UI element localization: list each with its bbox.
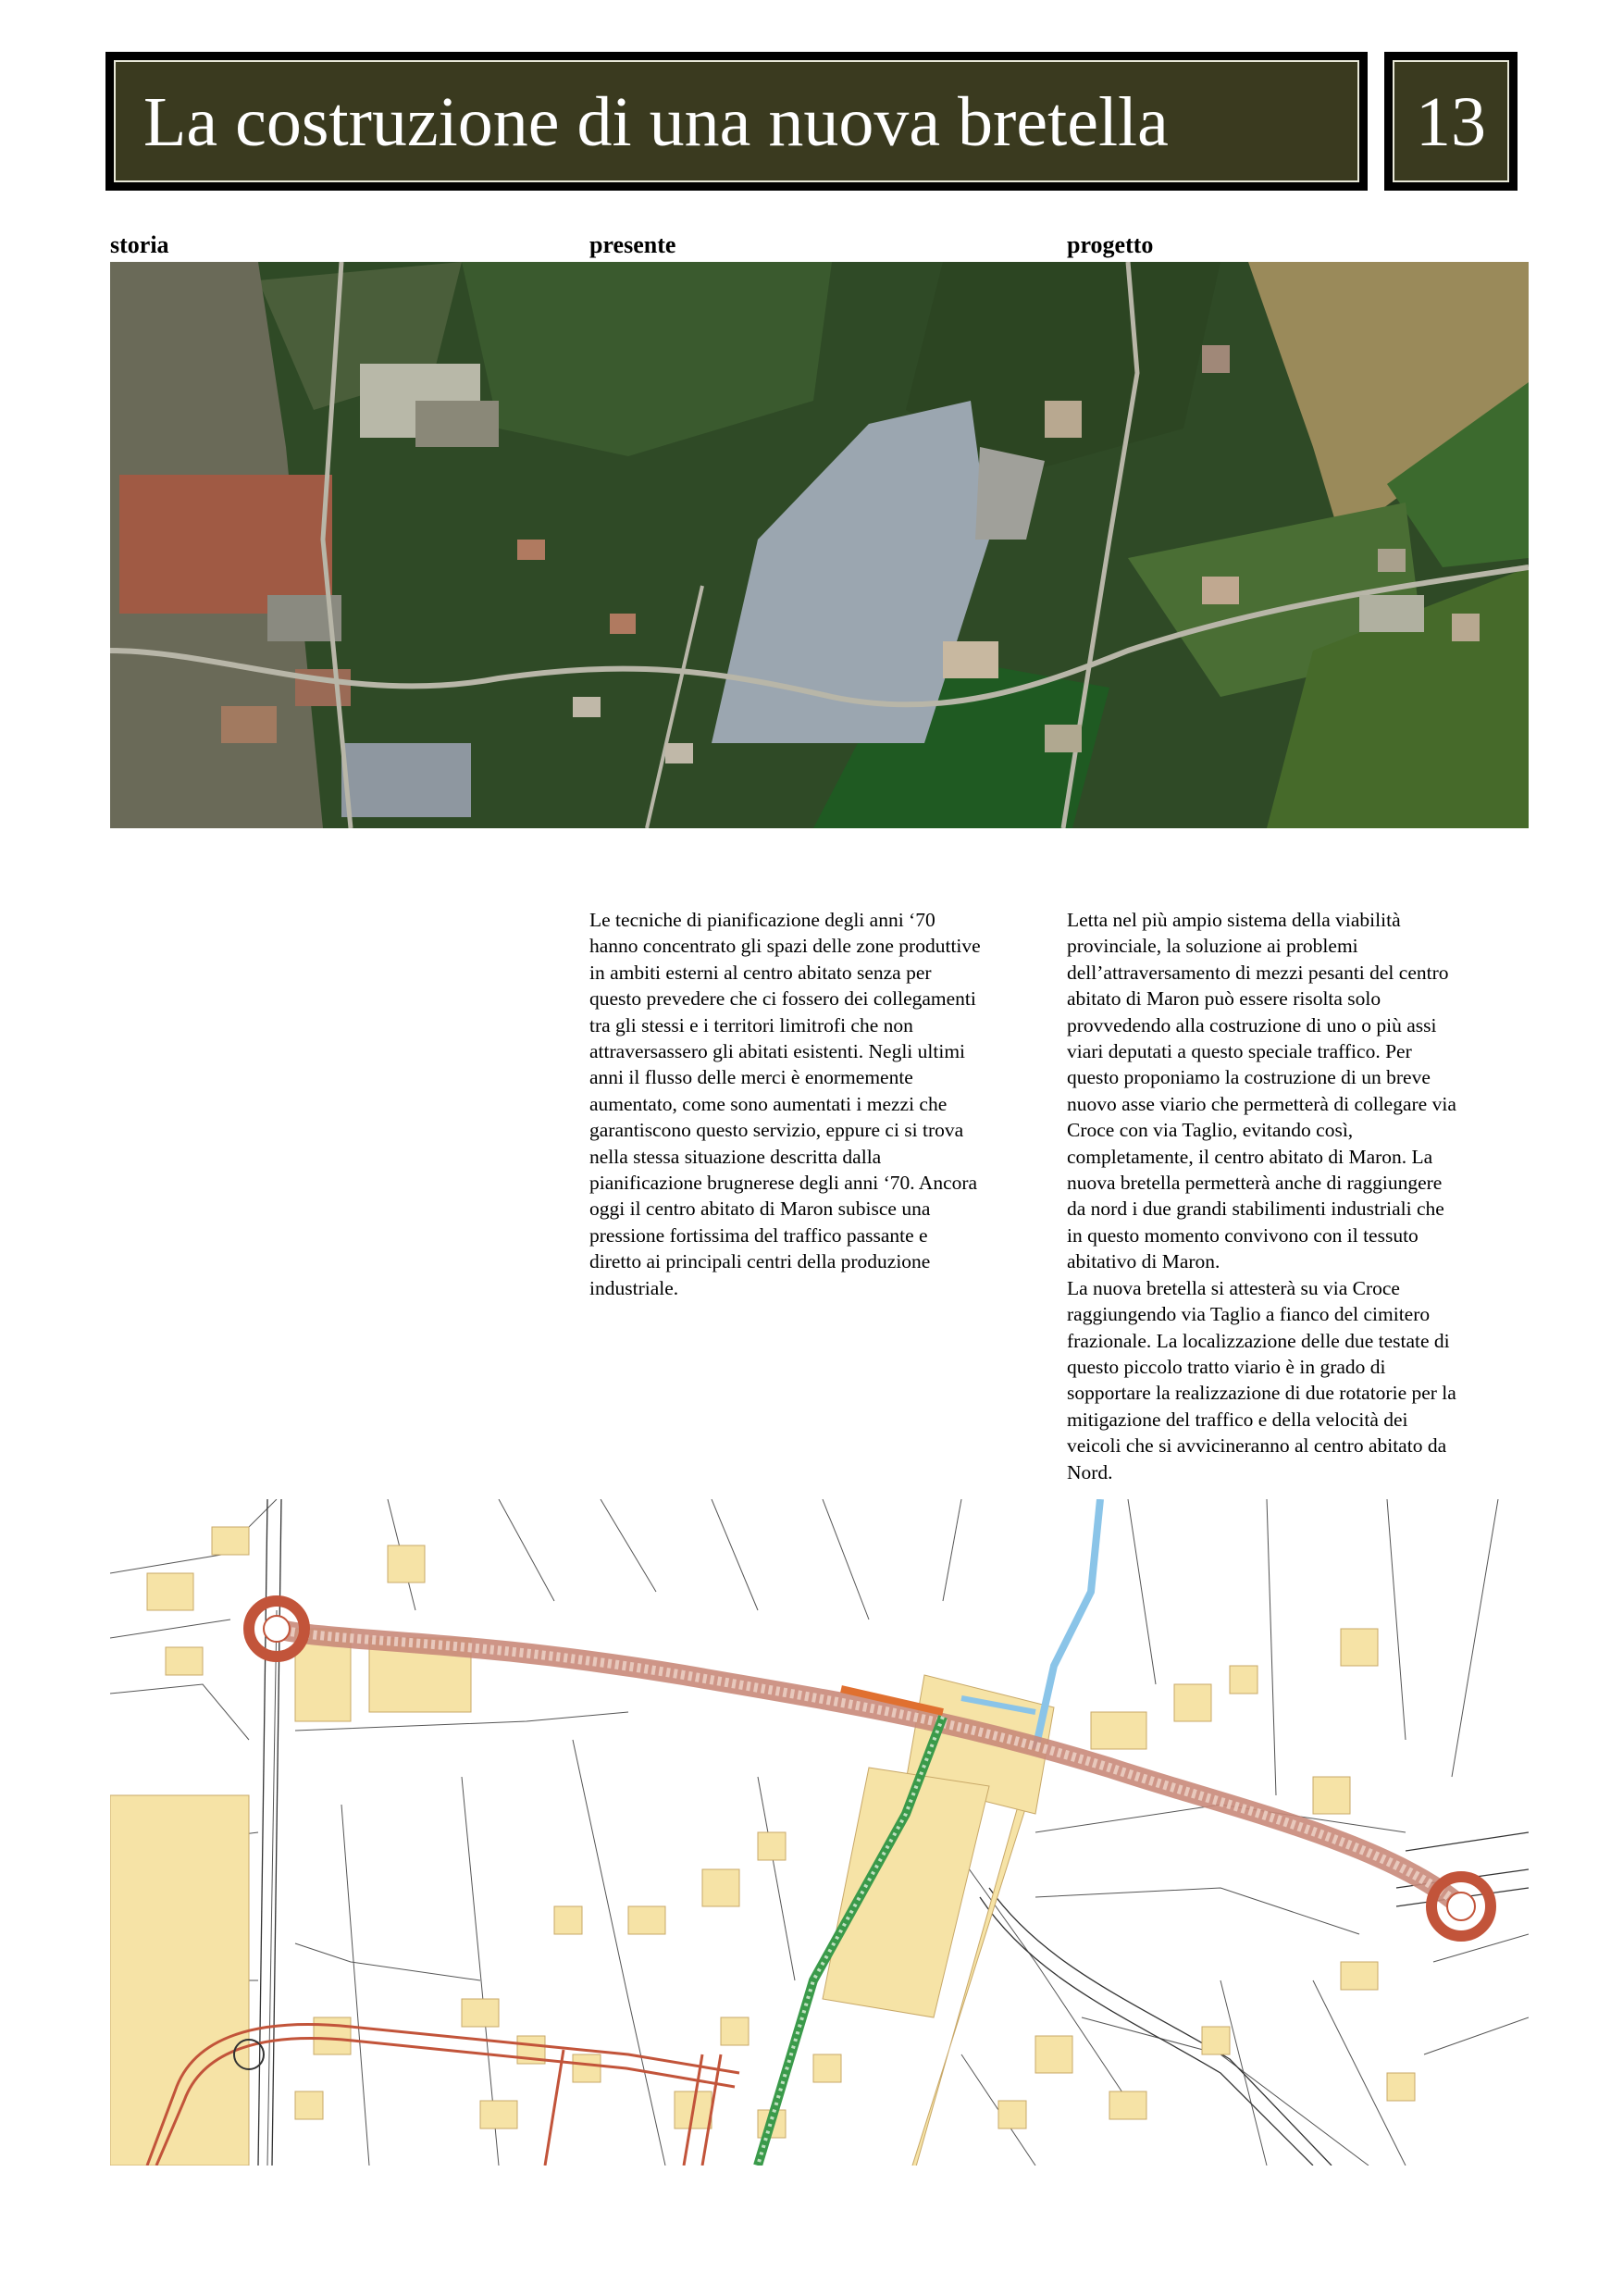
- page-number: 13: [1416, 83, 1486, 161]
- aerial-photo-svg: [110, 262, 1529, 828]
- label-storia: storia: [110, 231, 169, 258]
- text-column-middle: Le tecniche di pianificazione degli anni ‘70 hanno concentrato gli spazi delle zone produttive in ambiti esterni al centro abitato senza per questo prevedere che ci fossero dei collegamenti tra gli stessi e i territori limitrofi che non attraversassero gli abitati esistenti. Negli ultimi anni il flusso delle merci è enormemente aumentato, come sono aumentati i mezzi che garantiscono questo servizio, eppure ci si trova nella stessa situazione descritta dalla pianificazione brugnerese degli anni ‘70. Ancora oggi il centro abitato di Maron subisce una pressione fortissima del traffico passante e diretto ai principali centri della produzione industriale.: [589, 909, 981, 1299]
- page-number-inner: [1393, 60, 1509, 182]
- aerial-photo: [110, 262, 1529, 828]
- page-title: La costruzione di una nuova bretella: [143, 83, 1169, 161]
- page-number-box: [1384, 52, 1518, 191]
- text-column-right: Letta nel più ampio sistema della viabilità provinciale, la soluzione ai problemi dell’attraversamento di mezzi pesanti del centro abitato di Maron può essere risolta solo provvedendo alla costruzione di uno o più assi viari deputati a questo speciale traffico. Per questo proponiamo la costruzione di un breve nuovo asse viario che permetterà di collegare via Croce con via Taglio, evitando così, completamente, il centro abitato di Maron. La nuova bretella permetterà anche di raggiungere da nord i due grandi stabilimenti industriali che in questo momento convivono con il tessuto abitativo di Maron. La nuova bretella si attesterà su via Croce raggiungendo via Taglio a fianco del cimitero frazionale. La localizzazione delle due testate di questo piccolo tratto viario è in grado di sopportare la realizzazione di due rotatorie per la mitigazione del traffico e della velocità dei veicoli che si avvicineranno al centro abitato da Nord.: [1067, 909, 1456, 1483]
- project-map: [110, 1499, 1529, 2166]
- label-presente: presente: [589, 231, 676, 258]
- title-banner: [105, 52, 1368, 191]
- title-banner-inner: [114, 60, 1359, 182]
- label-progetto: progetto: [1067, 231, 1154, 258]
- project-map-svg: [110, 1499, 1529, 2166]
